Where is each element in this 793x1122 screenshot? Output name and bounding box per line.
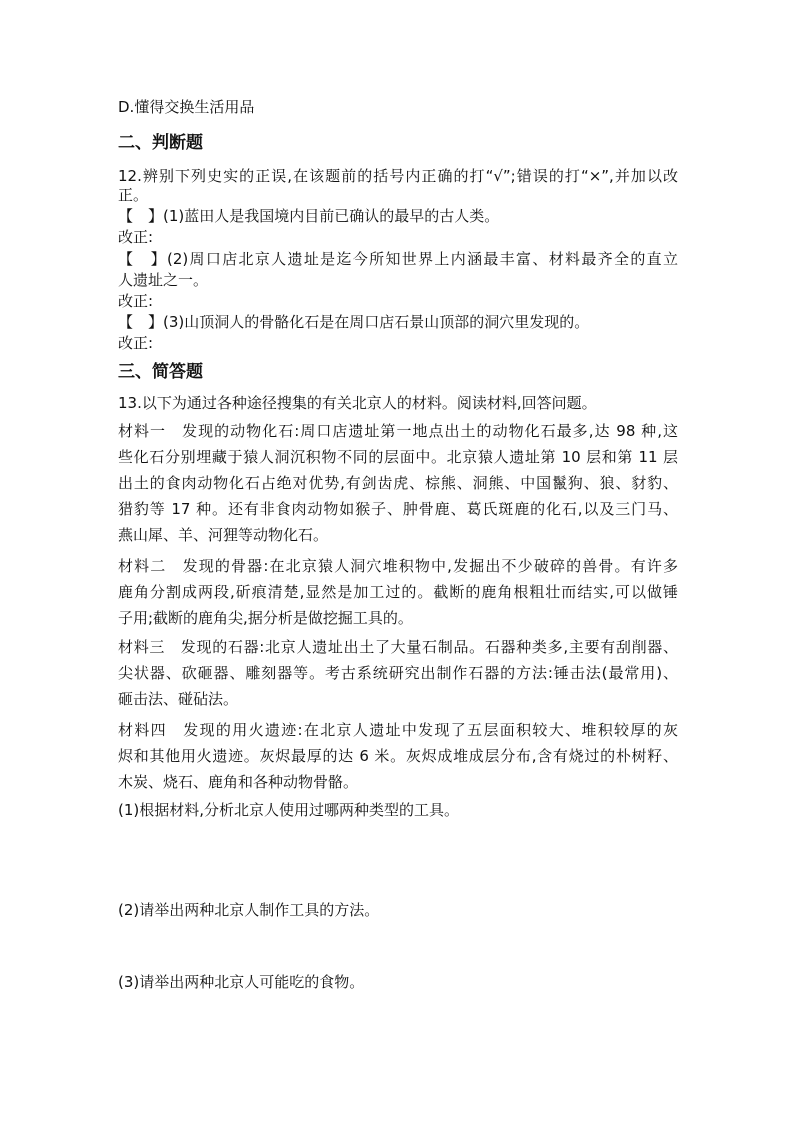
sub-question-1: (1)根据材料,分析北京人使用过哪两种类型的工具。 [118, 801, 460, 819]
material-2-line-3: 子用;截断的鹿角尖,据分析是做挖掘工具的。 [118, 609, 413, 627]
statement-2: 【 】(2)周口店北京人遗址是迄今所知世界上内涵最丰富、材料最齐全的直立 [118, 250, 678, 268]
material-4-line-1: 材料四 发现的用火遗迹:在北京人遗址中发现了五层面积较大、堆积较厚的灰 [118, 721, 678, 739]
section-heading-short-answer: 三、简答题 [118, 362, 203, 382]
correction-label-1: 改正: [118, 228, 154, 246]
material-3-line-1: 材料三 发现的石器:北京人遗址出土了大量石制品。石器种类多,主要有刮削器、 [118, 638, 678, 656]
material-3-line-3: 砸击法、碰砧法。 [118, 690, 239, 708]
statement-1: 【 】(1)蓝田人是我国境内目前已确认的最早的古人类。 [118, 207, 500, 225]
sub-question-2: (2)请举出两种北京人制作工具的方法。 [118, 901, 380, 919]
question-12-text: 12.辨别下列史实的正误,在该题前的括号内正确的打“√”;错误的打“×”,并加以改 [118, 167, 678, 185]
material-1-line-1: 材料一 发现的动物化石:周口店遗址第一地点出土的动物化石最多,达 98 种,这 [118, 422, 678, 440]
sub-question-3: (3)请举出两种北京人可能吃的食物。 [118, 973, 365, 991]
correction-label-2: 改正: [118, 292, 154, 310]
correction-label-3: 改正: [118, 334, 154, 352]
statement-2-cont: 人遗址之一。 [118, 271, 209, 289]
option-d: D.懂得交换生活用品 [118, 98, 255, 116]
statement-3: 【 】(3)山顶洞人的骨骼化石是在周口店石景山顶部的洞穴里发现的。 [118, 313, 590, 331]
question-12-text-cont: 正。 [118, 186, 149, 204]
material-1-line-5: 燕山犀、羊、河狸等动物化石。 [118, 526, 329, 544]
material-2-line-1: 材料二 发现的骨器:在北京猿人洞穴堆积物中,发掘出不少破碎的兽骨。有许多 [118, 557, 678, 575]
material-1-line-2: 些化石分别埋藏于猿人洞沉积物不同的层面中。北京猿人遗址第 10 层和第 11 层 [118, 448, 678, 466]
section-heading-judgment: 二、判断题 [118, 133, 203, 153]
material-1-line-4: 猎豹等 17 种。还有非食肉动物如猴子、肿骨鹿、葛氏斑鹿的化石,以及三门马、 [118, 500, 678, 518]
material-4-line-2: 烬和其他用火遗迹。灰烬最厚的达 6 米。灰烬成堆成层分布,含有烧过的朴树籽、 [118, 747, 678, 765]
material-1-line-3: 出土的食肉动物化石占绝对优势,有剑齿虎、棕熊、洞熊、中国鬣狗、狼、豺豹、 [118, 474, 678, 492]
material-4-line-3: 木炭、烧石、鹿角和各种动物骨骼。 [118, 773, 359, 791]
material-3-line-2: 尖状器、砍砸器、雕刻器等。考古系统研究出制作石器的方法:锤击法(最常用)、 [118, 664, 678, 682]
material-2-line-2: 鹿角分割成两段,斫痕清楚,显然是加工过的。截断的鹿角根粗壮而结实,可以做锤 [118, 583, 678, 601]
question-13-text: 13.以下为通过各种途径搜集的有关北京人的材料。阅读材料,回答问题。 [118, 394, 597, 412]
